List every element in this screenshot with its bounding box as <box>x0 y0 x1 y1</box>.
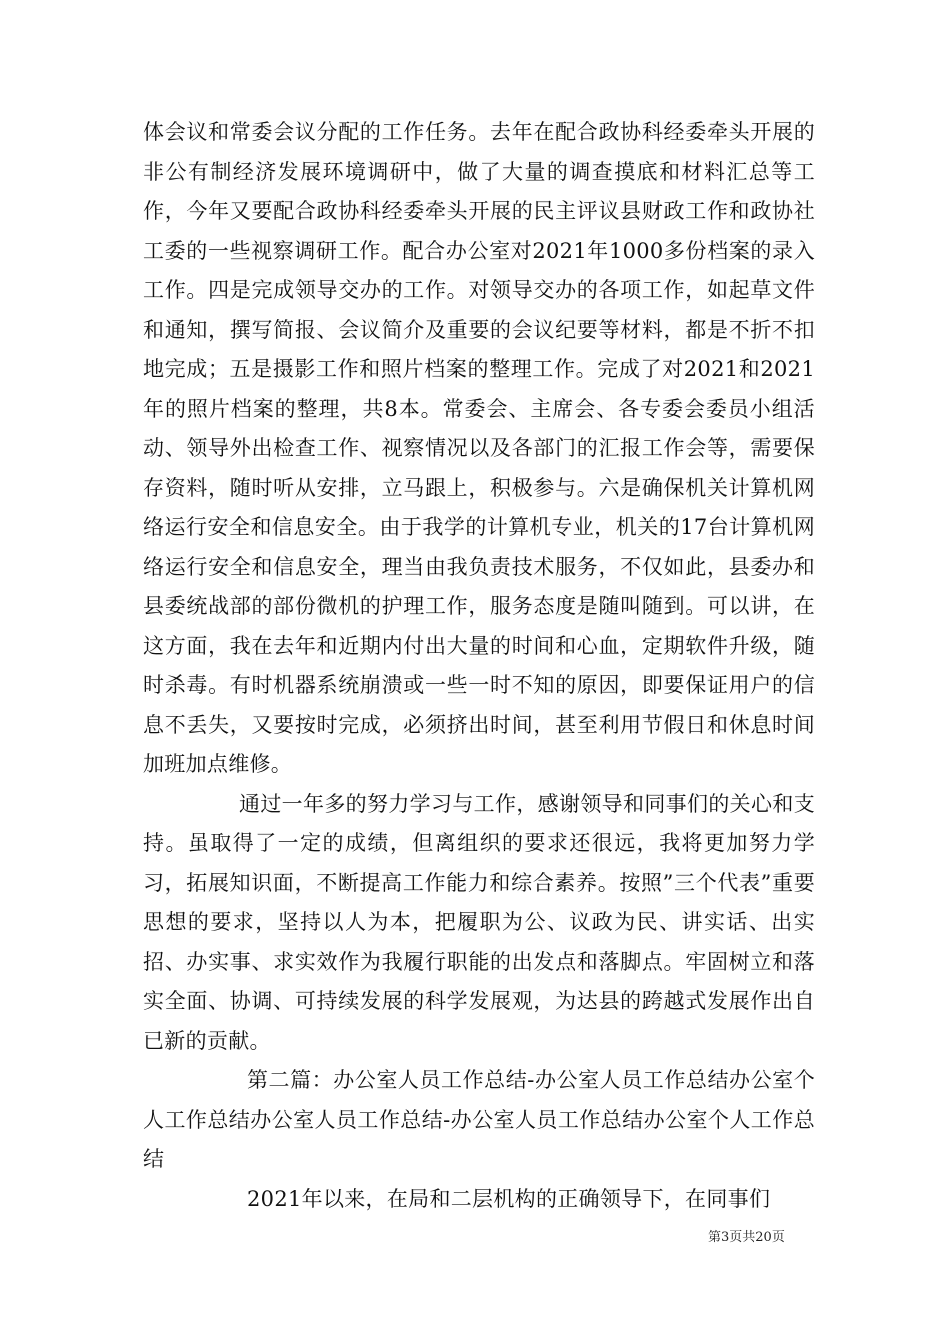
paragraph-gratitude: 通过一年多的努力学习与工作，感谢领导和同事们的关心和支持。虽取得了一定的成绩，但离组织的要求还很远，我将更加努力学习，拓展知识面，不断提高工作能力和综合素养。按照”三个代表”重要思想的要求，坚持以人为本，把履职为公、议政为民、讲实话、出实招、办实事、求实效作为我履行职能的出发点和落脚点。牢固树立和落实全面、协调、可持续发展的科学发展观，为达县的跨越式发展作出自已新的贡献。 <box>143 791 815 1053</box>
document-body <box>143 113 815 1219</box>
section-heading-part-two: 第二篇：办公室人员工作总结-办公室人员工作总结办公室个人工作总结办公室人员工作总结-办公室人员工作总结办公室个人工作总结 <box>143 1068 815 1171</box>
paragraph-work-tasks: 体会议和常委会议分配的工作任务。去年在配合政协科经委牵头开展的非公有制经济发展环境调研中，做了大量的调查摸底和材料汇总等工作，今年又要配合政协科经委牵头开展的民主评议县财政工作和政协社工委的一些视察调研工作。配合办公室对2021年1000多份档案的录入工作。四是完成领导交办的工作。对领导交办的各项工作，如起草文件和通知，撰写简报、会议简介及重要的会议纪要等材料，都是不折不扣地完成；五是摄影工作和照片档案的整理工作。完成了对2021和2021年的照片档案的整理，共8本。常委会、主席会、各专委会委员小组活动、领导外出检查工作、视察情况以及各部门的汇报工作会等，需要保存资料，随时听从安排，立马跟上，积极参与。六是确保机关计算机网络运行安全和信息安全。由于我学的计算机专业，机关的17台计算机网络运行安全和信息安全，理当由我负责技术服务，不仅如此，县委办和县委统战部的部份微机的护理工作，服务态度是随叫随到。可以讲，在这方面，我在去年和近期内付出大量的时间和心血，定期软件升级，随时杀毒。有时机器系统崩溃或一些一时不知的原因，即要保证用户的信息不丢失，又要按时完成，必须挤出时间，甚至利用节假日和休息时间加班加点维修。 <box>143 120 815 776</box>
page-number-footer: 第3页共20页 <box>708 1230 785 1245</box>
paragraph-2021-intro: 2021年以来，在局和二层机构的正确领导下，在同事们 <box>247 1186 771 1211</box>
